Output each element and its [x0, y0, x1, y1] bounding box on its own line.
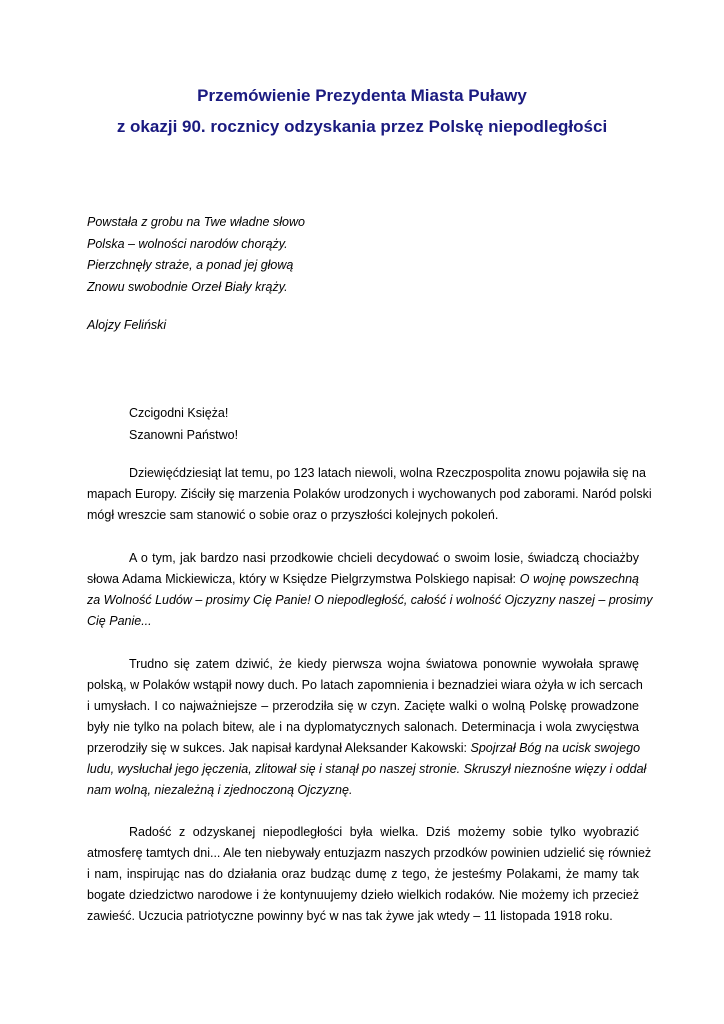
poem-line: Znowu swobodnie Orzeł Biały krąży.	[87, 279, 288, 294]
greeting-line: Szanowni Państwo!	[129, 428, 239, 442]
quote-line: za Wolność Ludów – prosimy Cię Panie! O niepodległość, całość i wolność Ojczyzny naszej – prosimy	[87, 593, 653, 607]
quote-text: O wojnę powszechną	[519, 572, 639, 586]
paragraph-line: polską, w Polaków wstąpił nowy duch. Po latach zapomnienia i beznadziei wiara ożyła w ich sercach	[87, 678, 643, 692]
quote-line: ludu, wysłuchał jego jęczenia, zlitował się i stanął po naszej stronie. Skruszył nieznośne więzy i oddał	[87, 762, 647, 776]
paragraph-line	[87, 569, 639, 590]
paragraph-line: mógł wreszcie sam stanowić o sobie oraz o przyszłości kolejnych pokoleń.	[87, 508, 499, 522]
poem-line: Powstała z grobu na Twe władne słowo	[87, 215, 305, 229]
paragraph-text: słowa Adama Mickiewicza, który w Księdze Pielgrzymstwa Polskiego napisał:	[87, 572, 520, 586]
document-title-line1: Przemówienie Prezydenta Miasta Puławy	[197, 86, 527, 105]
document-title-line2: z okazji 90. rocznicy odzyskania przez Polskę niepodległości	[116, 117, 608, 136]
greeting-line: Czcigodni Księża!	[129, 406, 229, 420]
poem-line: Polska – wolności narodów chorąży.	[87, 236, 288, 251]
paragraph-1	[87, 463, 652, 526]
paragraph-line: Trudno się zatem dziwić, że kiedy pierwsza wojna światowa ponownie wywołała sprawę	[129, 657, 639, 671]
paragraph-3	[87, 654, 647, 801]
paragraph-line: atmosferę tamtych dni... Ale ten niebywały entuzjazm naszych przodków powinien udzielić się również	[87, 846, 652, 860]
paragraph-line: Radość z odzyskanej niepodległości była wielka. Dziś możemy sobie tylko wyobrazić	[129, 825, 639, 839]
paragraph-2	[87, 548, 653, 632]
paragraph-line: były nie tylko na polach bitew, ale i na dyplomatycznych salonach. Determinacja i wola zwycięstwa	[87, 720, 639, 734]
poem-epigraph	[87, 212, 305, 298]
paragraph-line: i umysłach. I co najważniejsze – przerodziła się w czyn. Zacięte walki o wolną Polskę prowadzone	[87, 699, 639, 713]
paragraph-line	[87, 738, 639, 759]
greeting	[129, 402, 238, 446]
paragraph-text: przerodziły się w sukces. Jak napisał kardynał Aleksander Kakowski:	[87, 741, 471, 755]
paragraph-line: zawieść. Uczucia patriotyczne powinny być w nas tak żywe jak wtedy – 11 listopada 1918 roku.	[87, 909, 613, 923]
quote-line: Cię Panie...	[87, 614, 152, 628]
poem-line: Pierzchnęły straże, a ponad jej głową	[87, 258, 294, 272]
paragraph-line: Dziewięćdziesiąt lat temu, po 123 latach niewoli, wolna Rzeczpospolita znowu pojawiła się na	[129, 466, 646, 480]
paragraph-line: bogate dziedzictwo narodowe i że kontynuujemy dzieło wielkich rodaków. Nie możemy ich przecież	[87, 888, 639, 902]
paragraph-line: A o tym, jak bardzo nasi przodkowie chcieli decydować o swoim losie, świadczą chociażby	[129, 551, 639, 565]
poem-author: Alojzy Feliński	[87, 318, 167, 332]
quote-line: nam wolną, niezależną i zjednoczoną Ojczyznę.	[87, 783, 353, 797]
paragraph-4	[87, 822, 652, 927]
paragraph-line: i nam, inspirując nas do działania oraz budząc dumę z tego, że jesteśmy Polakami, że mamy tak	[87, 867, 639, 881]
quote-text: Spojrzał Bóg na ucisk swojego	[470, 741, 641, 755]
paragraph-line: mapach Europy. Ziściły się marzenia Polaków urodzonych i wychowanych pod zaborami. Naród polski	[87, 487, 652, 501]
